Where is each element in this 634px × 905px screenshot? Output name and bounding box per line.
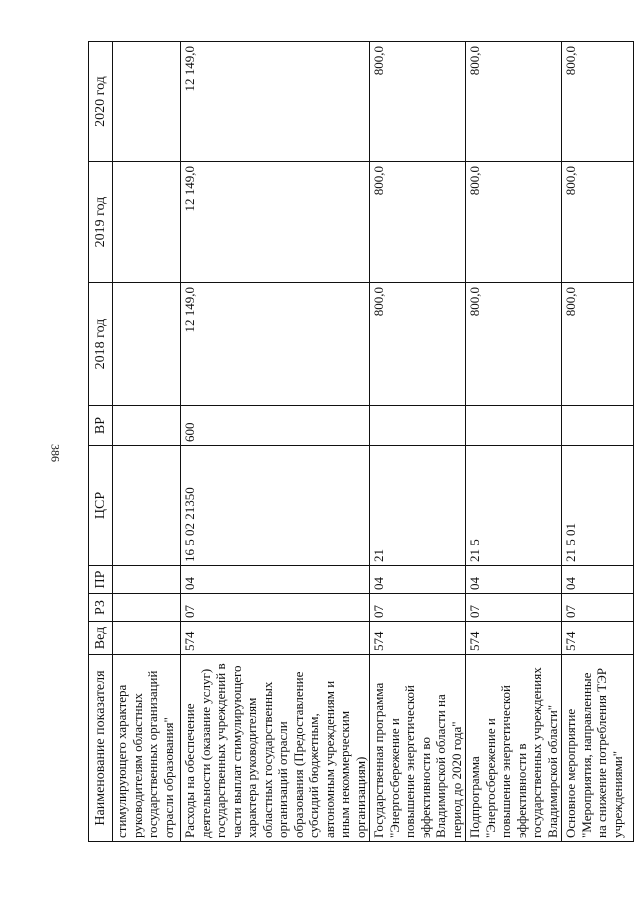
- row-2019: 800,0: [370, 162, 466, 283]
- row-rz: 07: [562, 594, 634, 622]
- header-2020: 2020 год: [89, 42, 113, 162]
- table-row: [370, 42, 466, 842]
- row-2019: 12 149,0: [181, 162, 370, 283]
- row-2018: 12 149,0: [181, 283, 370, 406]
- row-2019: 800,0: [466, 162, 562, 283]
- row-vr: [113, 406, 181, 446]
- row-2018: 800,0: [562, 283, 634, 406]
- row-vr: 600: [181, 406, 370, 446]
- row-ved: 574: [562, 622, 634, 655]
- table-row: [562, 42, 634, 842]
- header-rz: РЗ: [89, 594, 113, 622]
- header-csr: ЦСР: [89, 446, 113, 566]
- row-csr: 21: [370, 446, 466, 566]
- row-rz: 07: [370, 594, 466, 622]
- header-2018: 2018 год: [89, 283, 113, 406]
- row-2020: 800,0: [562, 42, 634, 162]
- row-2019: 800,0: [562, 162, 634, 283]
- row-rz: 07: [181, 594, 370, 622]
- row-name: Основное мероприятие "Мероприятия, направленные на снижение потребления ТЭР учреждениями": [562, 655, 634, 842]
- budget-table: [88, 41, 634, 842]
- row-2020: 12 149,0: [181, 42, 370, 162]
- row-pr: 04: [562, 566, 634, 594]
- row-2020: [113, 42, 181, 162]
- row-2018: 800,0: [370, 283, 466, 406]
- row-2018: [113, 283, 181, 406]
- row-name: Расходы на обеспечение деятельности (оказание услуг) государственных учреждений в части выплат стимулирующего характера руководителям областных государственных организаций отрасли образования (Предоставление субсидий бюджетным, автономным учреждениям и иным некоммерческим организациям): [181, 655, 370, 842]
- row-2020: 800,0: [370, 42, 466, 162]
- row-pr: 04: [466, 566, 562, 594]
- row-name: Подпрограмма "Энергосбережение и повышение энергетической эффективности в государственных учреждениях Владимирской области": [466, 655, 562, 842]
- row-vr: [466, 406, 562, 446]
- page-number: 386: [48, 444, 63, 462]
- row-rz: [113, 594, 181, 622]
- rotated-table-container: [88, 42, 625, 842]
- row-pr: 04: [181, 566, 370, 594]
- header-pr: ПР: [89, 566, 113, 594]
- row-vr: [370, 406, 466, 446]
- row-csr: [113, 446, 181, 566]
- row-2018: 800,0: [466, 283, 562, 406]
- table-row: [466, 42, 562, 842]
- row-name: Государственная программа "Энергосбережение и повышение энергетической эффективности во Владимирской области на период до 2020 года": [370, 655, 466, 842]
- table-header-row: [89, 42, 113, 842]
- row-vr: [562, 406, 634, 446]
- table-row: [113, 42, 181, 842]
- table-row: [181, 42, 370, 842]
- row-csr: 21 5: [466, 446, 562, 566]
- row-csr: 21 5 01: [562, 446, 634, 566]
- row-pr: 04: [370, 566, 466, 594]
- row-ved: 574: [466, 622, 562, 655]
- row-2020: 800,0: [466, 42, 562, 162]
- header-2019: 2019 год: [89, 162, 113, 283]
- row-pr: [113, 566, 181, 594]
- row-ved: 574: [370, 622, 466, 655]
- row-ved: 574: [181, 622, 370, 655]
- row-rz: 07: [466, 594, 562, 622]
- row-csr: 16 5 02 21350: [181, 446, 370, 566]
- header-vr: ВР: [89, 406, 113, 446]
- row-name: стимулирующего характера руководителям областных государственных организаций отрасли образования": [113, 655, 181, 842]
- row-2019: [113, 162, 181, 283]
- row-ved: [113, 622, 181, 655]
- header-name: Наименование показателя: [89, 655, 113, 842]
- header-ved: Вед: [89, 622, 113, 655]
